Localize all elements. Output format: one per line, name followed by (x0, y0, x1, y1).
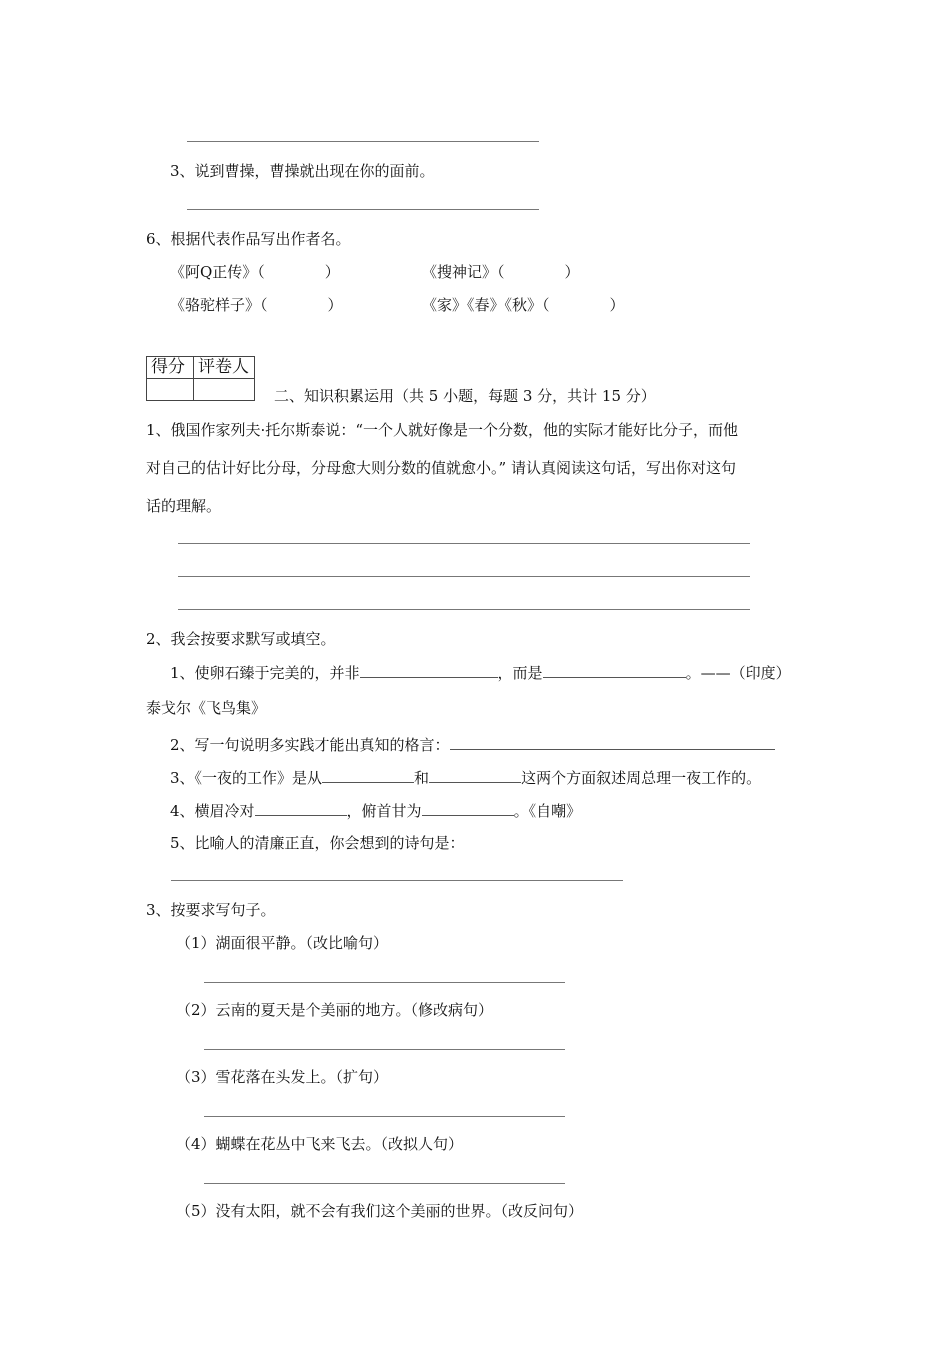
score-cell[interactable] (147, 379, 194, 401)
sentence-part: 4、横眉冷对 (170, 801, 255, 820)
sentence-part: 和 (414, 768, 430, 787)
score-header: 得分 (147, 357, 194, 379)
blank[interactable] (255, 799, 347, 816)
answer-line[interactable] (204, 1049, 565, 1050)
question-title: 6、根据代表作品写出作者名。 (146, 230, 351, 248)
grader-cell[interactable] (194, 379, 255, 401)
blank[interactable] (422, 799, 514, 816)
blank[interactable] (450, 733, 775, 750)
question-text: 3、说到曹操，曹操就出现在你的面前。 (170, 162, 435, 180)
sentence-part: ，俯首甘为 (346, 801, 422, 820)
blank[interactable] (322, 766, 414, 783)
answer-line[interactable] (204, 982, 565, 983)
fill-sentence (170, 733, 775, 755)
score-table (146, 356, 255, 401)
question-text: 对自己的估计好比分母，分母愈大则分数的值就愈小。” 请认真阅读这句话，写出你对这句 (146, 459, 736, 477)
fill-sentence (170, 661, 791, 683)
answer-line[interactable] (204, 1183, 565, 1184)
answer-line[interactable] (171, 880, 623, 881)
work-item: 《家》《春》《秋》（ ） (422, 296, 625, 314)
question-title: 2、我会按要求默写或填空。 (146, 630, 336, 648)
sentence-part: 这两个方面叙述周总理一夜工作的。 (521, 768, 762, 787)
answer-line[interactable] (187, 209, 539, 210)
rewrite-item: （3）雪花落在头发上。（扩句） (176, 1068, 389, 1086)
rewrite-item: （2）云南的夏天是个美丽的地方。（修改病句） (176, 1001, 494, 1019)
rewrite-item: （4）蝴蝶在花丛中飞来飞去。（改拟人句） (176, 1135, 464, 1153)
work-item: 《搜神记》（ ） (422, 263, 580, 281)
sentence-part: 2、写一句说明多实践才能出真知的格言： (170, 735, 450, 754)
blank[interactable] (543, 661, 686, 678)
question-text: 话的理解。 (146, 497, 222, 515)
fill-sentence-cont: 泰戈尔《飞鸟集》 (146, 699, 267, 717)
answer-line[interactable] (178, 543, 750, 544)
fill-sentence (170, 799, 581, 821)
question-text: 1、俄国作家列夫·托尔斯泰说：“一个人就好像是一个分数，他的实际才能好比分子，而他 (146, 421, 738, 439)
sentence-part: 。《自嘲》 (513, 801, 582, 820)
sentence-part: ，而是 (497, 663, 543, 682)
sentence-part: 1、使卵石臻于完美的，并非 (170, 663, 360, 682)
grader-header: 评卷人 (194, 357, 255, 379)
fill-sentence (170, 766, 761, 788)
rewrite-item: （1）湖面很平静。（改比喻句） (176, 934, 389, 952)
blank[interactable] (360, 661, 498, 678)
work-item: 《阿Q正传》（ ） (170, 263, 340, 281)
rewrite-item: （5）没有太阳，就不会有我们这个美丽的世界。（改反问句） (176, 1202, 584, 1220)
answer-line[interactable] (178, 576, 750, 577)
blank[interactable] (429, 766, 521, 783)
answer-line[interactable] (178, 609, 750, 610)
fill-sentence: 5、比喻人的清廉正直，你会想到的诗句是： (170, 834, 465, 852)
sentence-part: 3、《一夜的工作》是从 (170, 768, 323, 787)
answer-line[interactable] (187, 141, 539, 142)
work-item: 《骆驼样子》（ ） (170, 296, 343, 314)
sentence-part: 。——（印度） (685, 663, 791, 682)
question-title: 3、按要求写句子。 (146, 901, 276, 919)
answer-line[interactable] (204, 1116, 565, 1117)
section-heading: 二、知识积累运用（共 5 小题，每题 3 分，共计 15 分） (274, 387, 656, 405)
